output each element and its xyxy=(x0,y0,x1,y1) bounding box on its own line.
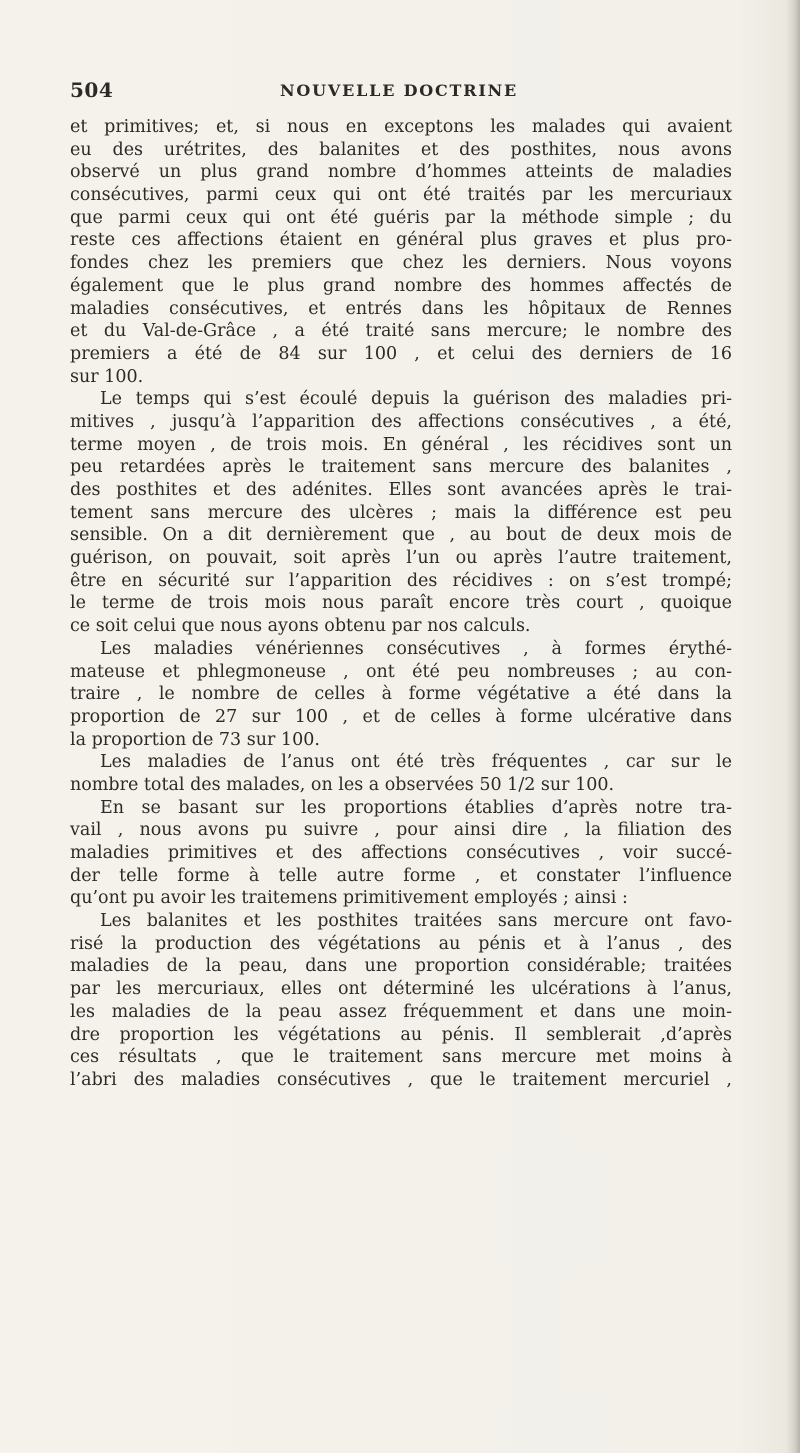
text-line: par les mercuriaux, elles ont déterminé les ulcérations à l’anus, xyxy=(70,979,732,1000)
text-line: reste ces affections étaient en général plus graves et plus pro- xyxy=(70,230,732,251)
text-line: der telle forme à telle autre forme , et constater l’influence xyxy=(70,865,732,886)
text-line: eu des urétrites, des balanites et des posthites, nous avons xyxy=(70,139,732,160)
text-line: maladies consécutives, et entrés dans les hôpitaux de Rennes xyxy=(70,298,732,319)
text-line: dre proportion les végétations au pénis. Il semblerait ,d’après xyxy=(70,1024,732,1045)
text-line: terme moyen , de trois mois. En général , les récidives sont un xyxy=(70,434,732,455)
text-line: mitives , jusqu’à l’apparition des affections consécutives , a été, xyxy=(70,411,732,432)
text-line: que parmi ceux qui ont été guéris par la méthode simple ; du xyxy=(70,207,732,228)
text-line: sensible. On a dit dernièrement que , au bout de deux mois de xyxy=(70,525,732,546)
text-line: premiers a été de 84 sur 100 , et celui des derniers de 16 xyxy=(70,343,732,364)
body-text xyxy=(70,116,732,1092)
text-line: ces résultats , que le traitement sans mercure met moins à xyxy=(70,1047,732,1068)
text-line: maladies primitives et des affections consécutives , voir succé- xyxy=(70,843,732,863)
text-line: Les maladies de l’anus ont été très fréquentes , car sur le xyxy=(100,752,732,773)
text-line: vail , nous avons pu suivre , pour ainsi dire , la filiation des xyxy=(70,820,732,841)
text-line: et primitives; et, si nous en exceptons les malades qui avaient xyxy=(70,117,732,137)
text-line: ce soit celui que nous ayons obtenu par nos calculs. xyxy=(70,616,531,637)
text-line: qu’ont pu avoir les traitemens primitivement employés ; ainsi : xyxy=(70,888,628,909)
text-line: le terme de trois mois nous paraît encore très court , quoique xyxy=(70,593,732,614)
text-line: maladies de la peau, dans une proportion considérable; traitées xyxy=(70,956,732,977)
text-line: également que le plus grand nombre des hommes affectés de xyxy=(70,275,732,296)
page-number: 504 xyxy=(70,78,114,102)
text-line: peu retardées après le traitement sans mercure des balanites , xyxy=(70,457,732,478)
text-line: traire , le nombre de celles à forme végétative a été dans la xyxy=(70,684,732,705)
text-line: guérison, on pouvait, soit après l’un ou après l’autre traitement, xyxy=(70,548,732,569)
paragraph xyxy=(70,638,732,751)
text-line: nombre total des malades, on les a observées 50 1/2 sur 100. xyxy=(70,774,615,795)
paragraph xyxy=(70,910,732,1092)
text-line: mateuse et phlegmoneuse , ont été peu nombreuses ; au con- xyxy=(70,661,732,682)
paragraph xyxy=(70,751,732,796)
text-line: risé la production des végétations au pénis et à l’anus , des xyxy=(70,933,732,954)
text-line: sur 100. xyxy=(70,366,144,387)
running-head: NOUVELLE DOCTRINE xyxy=(280,81,519,100)
text-line: proportion de 27 sur 100 , et de celles à forme ulcérative dans xyxy=(70,706,732,727)
paragraph xyxy=(70,116,732,388)
paragraph xyxy=(70,797,732,910)
text-line: fondes chez les premiers que chez les derniers. Nous voyons xyxy=(70,253,732,274)
page-edge-shadow xyxy=(786,0,800,1453)
text-line: l’abri des maladies consécutives , que le traitement mercuriel , xyxy=(70,1069,732,1090)
text-line: et du Val-de-Grâce , a été traité sans mercure; le nombre des xyxy=(70,321,732,342)
page-header xyxy=(70,78,734,108)
text-line: tement sans mercure des ulcères ; mais la différence est peu xyxy=(70,502,732,523)
text-line: être en sécurité sur l’apparition des récidives : on s’est trompé; xyxy=(70,570,732,591)
text-line: la proportion de 73 sur 100. xyxy=(70,729,320,750)
text-line: Le temps qui s’est écoulé depuis la guérison des maladies pri- xyxy=(100,389,732,410)
text-line: En se basant sur les proportions établies d’après notre tra- xyxy=(100,797,732,818)
text-line: observé un plus grand nombre d’hommes atteints de maladies xyxy=(70,162,732,183)
text-line: Les balanites et les posthites traitées sans mercure ont favo- xyxy=(100,911,732,932)
paragraph xyxy=(70,388,732,638)
text-line: consécutives, parmi ceux qui ont été traités par les mercuriaux xyxy=(70,185,732,206)
text-line: les maladies de la peau assez fréquemment et dans une moin- xyxy=(70,1001,732,1022)
text-line: Les maladies vénériennes consécutives , à formes érythé- xyxy=(100,638,732,659)
text-line: des posthites et des adénites. Elles sont avancées après le trai- xyxy=(70,480,732,500)
